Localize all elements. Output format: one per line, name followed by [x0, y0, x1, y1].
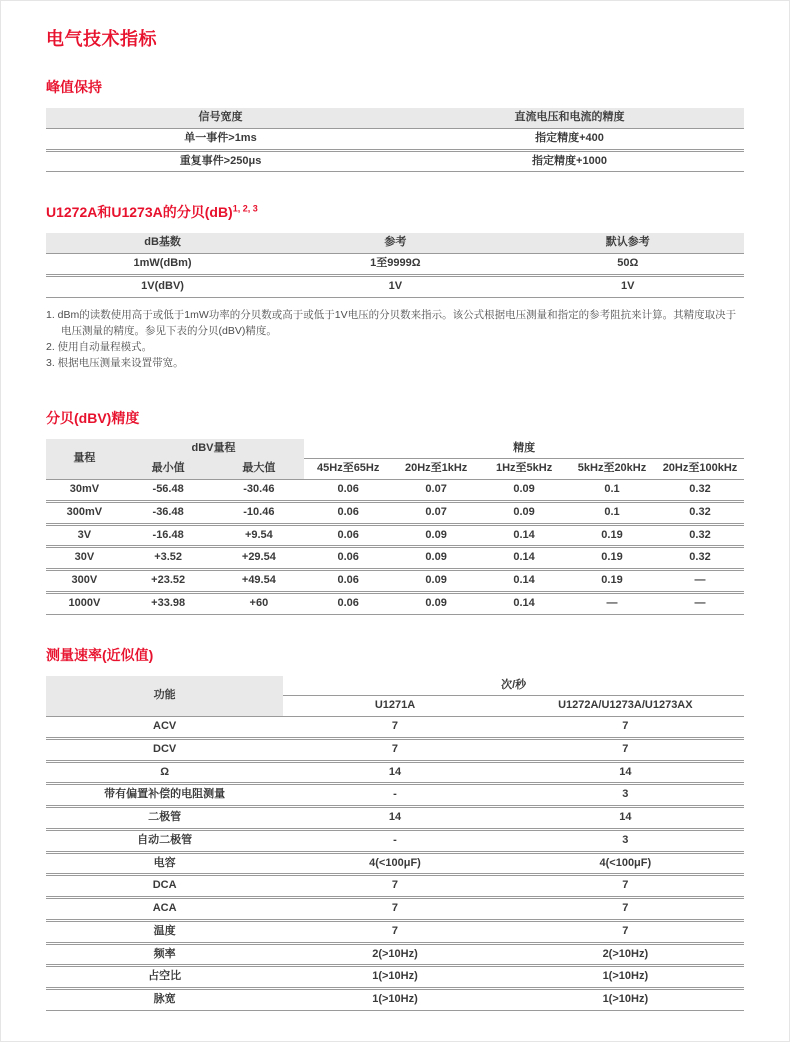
column-header-db-base: dB基数 [46, 233, 279, 253]
table-row [46, 717, 744, 739]
table-row [46, 943, 744, 966]
table-row [46, 898, 744, 921]
row-label-cell: 温度 [46, 920, 283, 943]
value-cell: 2(>10Hz) [283, 943, 506, 966]
value-cell: +29.54 [214, 547, 305, 570]
value-cell: 0.14 [480, 570, 568, 593]
column-header-u1272a-u1273a-u1273ax: U1272A/U1273A/U1273AX [507, 696, 744, 717]
footnotes [46, 307, 744, 372]
value-cell: 0.14 [480, 592, 568, 614]
column-header-dc-accuracy: 直流电压和电流的精度 [395, 108, 744, 128]
row-label-cell: 占空比 [46, 966, 283, 989]
row-label-cell: DCV [46, 738, 283, 761]
value-cell: 14 [283, 761, 506, 784]
row-label-cell: 300mV [46, 501, 123, 524]
column-header-max: 最大值 [214, 459, 305, 480]
footnote: 3. 根据电压测量来设置带宽。 [46, 357, 184, 370]
table-row [46, 784, 744, 807]
value-cell: 0.09 [480, 480, 568, 502]
column-header-signal-width: 信号宽度 [46, 108, 395, 128]
peak-hold-heading: 峰值保持 [46, 79, 102, 95]
db-heading-text: U1272A和U1273A的分贝(dB) [46, 204, 233, 221]
value-cell: - [283, 784, 506, 807]
value-cell: +33.98 [123, 592, 214, 614]
column-header-reference: 参考 [279, 233, 511, 253]
value-cell: 7 [283, 875, 506, 898]
group-header-accuracy: 精度 [304, 439, 744, 459]
column-header-20hz-1khz: 20Hz至1kHz [392, 459, 480, 480]
row-label-cell: 30V [46, 547, 123, 570]
value-cell: +23.52 [123, 570, 214, 593]
row-label-cell: 1mW(dBm) [46, 254, 279, 276]
value-cell: +60 [214, 592, 305, 614]
table-row [46, 592, 744, 614]
row-label-cell: 30mV [46, 480, 123, 502]
row-label-cell: 300V [46, 570, 123, 593]
table-row [46, 524, 744, 547]
value-cell: 14 [283, 807, 506, 830]
value-cell: 4(<100μF) [507, 852, 744, 875]
value-cell: 0.14 [480, 524, 568, 547]
footnote: 2. 使用自动量程模式。 [46, 341, 153, 354]
db-table-body [46, 254, 744, 298]
value-cell: -56.48 [123, 480, 214, 502]
value-cell: 7 [283, 920, 506, 943]
value-cell: 0.1 [568, 501, 656, 524]
value-cell: 0.19 [568, 547, 656, 570]
value-cell: 1V [279, 275, 511, 297]
row-label-cell: 二极管 [46, 807, 283, 830]
value-cell: 0.09 [392, 570, 480, 593]
column-header-1hz-5khz: 1Hz至5kHz [480, 459, 568, 480]
db-heading-footnote-refs: 1, 2, 3 [232, 203, 258, 214]
row-label-cell: 自动二极管 [46, 829, 283, 852]
value-cell: 0.19 [568, 524, 656, 547]
value-cell: -30.46 [214, 480, 305, 502]
value-cell: 0.09 [392, 524, 480, 547]
value-cell: 0.1 [568, 480, 656, 502]
row-label-cell: Ω [46, 761, 283, 784]
value-cell: 7 [507, 920, 744, 943]
table-row [46, 966, 744, 989]
value-cell: +49.54 [214, 570, 305, 593]
row-label-cell: DCA [46, 875, 283, 898]
table-row [46, 761, 744, 784]
value-cell: — [568, 592, 656, 614]
value-cell: 1V [512, 275, 744, 297]
row-label-cell: ACA [46, 898, 283, 921]
db-heading [46, 202, 744, 222]
group-header-dbv-range: dBV量程 [123, 439, 304, 459]
measurement-rate-table [46, 676, 744, 1011]
value-cell: — [656, 592, 744, 614]
value-cell: 1(>10Hz) [283, 989, 506, 1011]
value-cell: 0.32 [656, 524, 744, 547]
value-cell: 0.06 [304, 592, 392, 614]
value-cell: 1(>10Hz) [283, 966, 506, 989]
table-row [46, 852, 744, 875]
value-cell: 0.06 [304, 480, 392, 502]
table-row [46, 501, 744, 524]
section-measurement-rate [46, 645, 744, 1011]
table-row [46, 480, 744, 502]
value-cell: 14 [507, 807, 744, 830]
row-label-cell: 频率 [46, 943, 283, 966]
table-row [46, 807, 744, 830]
column-header-min: 最小值 [123, 459, 214, 480]
value-cell: 0.07 [392, 501, 480, 524]
table-row [46, 738, 744, 761]
section-db [46, 202, 744, 371]
row-label-cell: 1V(dBV) [46, 275, 279, 297]
value-cell: 0.32 [656, 480, 744, 502]
column-header-5khz-20khz: 5kHz至20kHz [568, 459, 656, 480]
value-cell: 4(<100μF) [283, 852, 506, 875]
rate-heading: 测量速率(近似值) [46, 646, 154, 663]
section-dbv-accuracy [46, 408, 744, 615]
table-row [46, 547, 744, 570]
row-label-cell: 电容 [46, 852, 283, 875]
value-cell: - [283, 829, 506, 852]
page-title: 电气技术指标 [46, 29, 157, 49]
column-header-u1271a: U1271A [283, 696, 506, 717]
table-row [46, 829, 744, 852]
value-cell: 0.32 [656, 501, 744, 524]
db-table [46, 233, 744, 297]
group-header-times-per-second: 次/秒 [283, 676, 744, 696]
value-cell: 7 [283, 717, 506, 739]
table-row [46, 254, 744, 276]
column-header-20hz-100khz: 20Hz至100kHz [656, 459, 744, 480]
footnote: 1. dBm的读数使用高于或低于1mW功率的分贝数或高于或低于1V电压的分贝数来指示。该公式根据电压测量和指定的参考阻抗来计算。其精度取决于电压测量的精度。参见下表的分贝(dBV)精度。 [46, 308, 737, 337]
value-cell: 3 [507, 784, 744, 807]
value-cell: -36.48 [123, 501, 214, 524]
value-cell: 0.09 [392, 592, 480, 614]
value-cell: 14 [507, 761, 744, 784]
value-cell: 0.09 [480, 501, 568, 524]
row-label-cell: 单一事件>1ms [46, 128, 395, 150]
column-header-function: 功能 [46, 676, 283, 717]
value-cell: 7 [507, 738, 744, 761]
value-cell: 3 [507, 829, 744, 852]
value-cell: — [656, 570, 744, 593]
value-cell: -16.48 [123, 524, 214, 547]
column-header-range: 量程 [46, 439, 123, 480]
row-label-cell: 重复事件>250μs [46, 150, 395, 172]
table-row [46, 989, 744, 1011]
value-cell: 0.14 [480, 547, 568, 570]
section-peak-hold [46, 77, 744, 172]
row-label-cell: 1000V [46, 592, 123, 614]
dbv-heading: 分贝(dBV)精度 [46, 409, 140, 426]
table-row [46, 570, 744, 593]
row-label-cell: 带有偏置补偿的电阻测量 [46, 784, 283, 807]
value-cell: 0.06 [304, 570, 392, 593]
column-header-default-reference: 默认参考 [512, 233, 744, 253]
value-cell: 50Ω [512, 254, 744, 276]
column-header-45hz-65hz: 45Hz至65Hz [304, 459, 392, 480]
value-cell: +9.54 [214, 524, 305, 547]
value-cell: 1至9999Ω [279, 254, 511, 276]
value-cell: 1(>10Hz) [507, 989, 744, 1011]
value-cell: 7 [283, 738, 506, 761]
value-cell: 0.09 [392, 547, 480, 570]
value-cell: 指定精度+1000 [395, 150, 744, 172]
table-row [46, 128, 744, 150]
value-cell: 0.06 [304, 524, 392, 547]
dbv-table-body [46, 480, 744, 615]
peak-hold-table-body [46, 128, 744, 172]
value-cell: 指定精度+400 [395, 128, 744, 150]
table-row [46, 150, 744, 172]
value-cell: 0.06 [304, 501, 392, 524]
value-cell: 7 [507, 898, 744, 921]
row-label-cell: ACV [46, 717, 283, 739]
value-cell: 1(>10Hz) [507, 966, 744, 989]
value-cell: 7 [507, 717, 744, 739]
table-row [46, 920, 744, 943]
table-row [46, 275, 744, 297]
peak-hold-table [46, 108, 744, 172]
value-cell: 0.06 [304, 547, 392, 570]
value-cell: 2(>10Hz) [507, 943, 744, 966]
value-cell: +3.52 [123, 547, 214, 570]
value-cell: 0.19 [568, 570, 656, 593]
rate-table-body [46, 717, 744, 1011]
value-cell: 7 [283, 898, 506, 921]
value-cell: 7 [507, 875, 744, 898]
value-cell: 0.07 [392, 480, 480, 502]
value-cell: -10.46 [214, 501, 305, 524]
row-label-cell: 脉宽 [46, 989, 283, 1011]
value-cell: 0.32 [656, 547, 744, 570]
row-label-cell: 3V [46, 524, 123, 547]
dbv-accuracy-table [46, 439, 744, 615]
table-row [46, 875, 744, 898]
